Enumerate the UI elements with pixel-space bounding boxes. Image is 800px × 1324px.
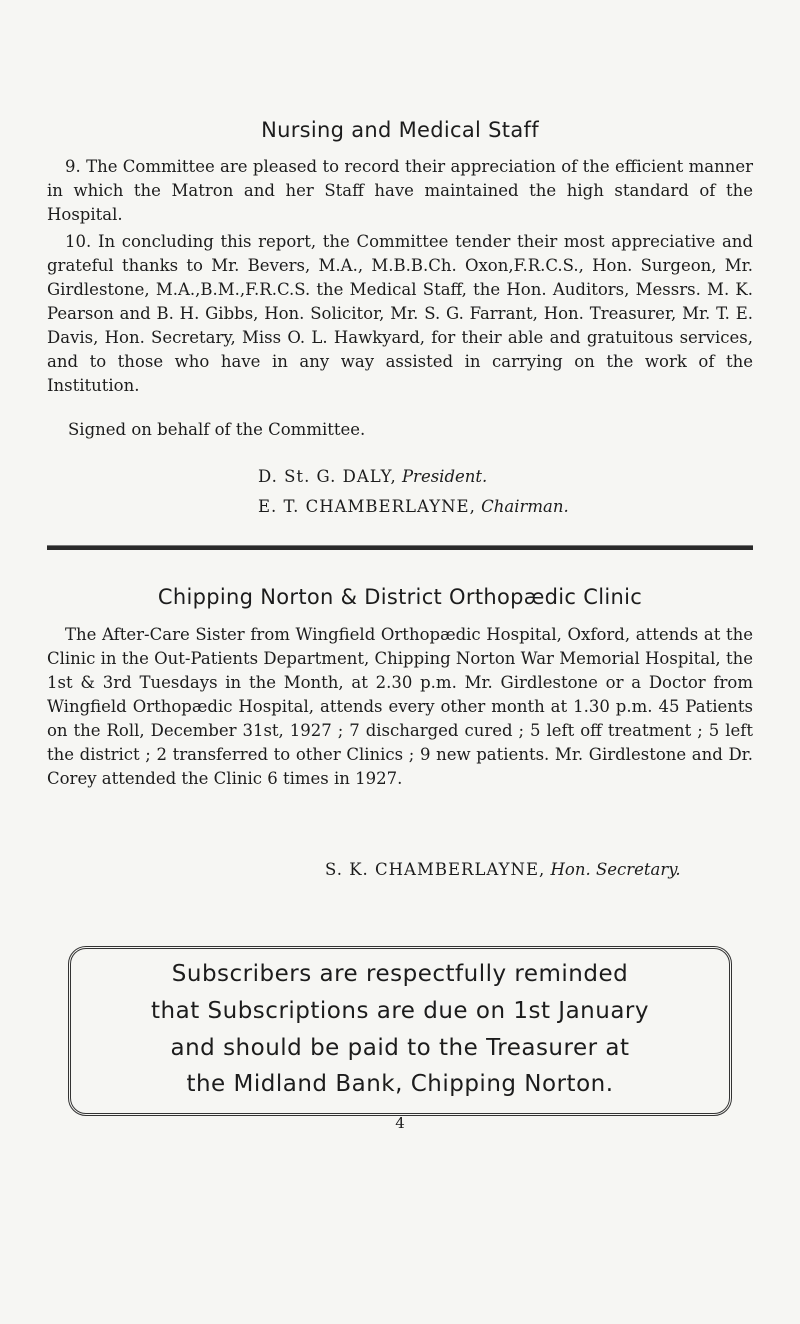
signatory-title: Chairman. bbox=[481, 497, 569, 516]
section-title-clinic: Chipping Norton & District Orthopædic Clinic bbox=[157, 585, 643, 609]
signature-hon-secretary bbox=[325, 860, 681, 879]
paragraph-9: 9. The Committee are pleased to record their appreciation of the efficient manner in which the Matron and her Staff have maintained the high standard of the Hospital. bbox=[47, 157, 753, 224]
section-divider bbox=[47, 545, 753, 550]
signatory-title: President. bbox=[401, 467, 488, 486]
signatory-name: E. T. CHAMBERLAYNE, bbox=[258, 497, 476, 516]
signed-on-behalf: Signed on behalf of the Committee. bbox=[68, 420, 366, 439]
signatory-title: Hon. Secretary. bbox=[550, 860, 681, 879]
notice-line: and should be paid to the Treasurer at bbox=[170, 1035, 630, 1061]
paragraph-10: 10. In concluding this report, the Committee tender their most appreciative and grateful thanks to Mr. Bevers, M.A., M.B.B.Ch. Oxon,F.R.C.S., Hon. Surgeon, Mr. Girdlestone, M.A.,B.M.,F.R.C.S. the Medical Staff, the Hon. Auditors, Messrs. M. K. Pearson and B. H. Gibbs, Hon. Solicitor, Mr. S. G. Farrant, Hon. Treasurer, Mr. T. E. Davis, Hon. Secretary, Miss O. L. Hawkyard, for their able and gratuitous services, and to those who have in any way assisted in carrying on the work of the Institution. bbox=[47, 232, 753, 395]
clinic-paragraph: The After-Care Sister from Wingfield Orthopædic Hospital, Oxford, attends at the Clinic in the Out-Patients Department, Chipping Norton War Memorial Hospital, the 1st & 3rd Tuesdays in the Month, at 2.30 p.m. Mr. Girdlestone or a Doctor from Wingfield Orthopædic Hospital, attends every other month at 1.30 p.m. 45 Patients on the Roll, December 31st, 1927 ; 7 discharged cured ; 5 left off treatment ; 5 left the district ; 2 transferred to other Clinics ; 9 new patients. Mr. Girdlestone and Dr. Corey attended the Clinic 6 times in 1927. bbox=[47, 625, 753, 788]
signature-chairman bbox=[258, 497, 569, 516]
signatory-name: D. St. G. DALY, bbox=[258, 467, 397, 486]
notice-line: that Subscriptions are due on 1st January bbox=[151, 998, 649, 1024]
signature-president bbox=[258, 467, 487, 486]
section-title-nursing: Nursing and Medical Staff bbox=[261, 118, 539, 142]
notice-line: Subscribers are respectfully reminded bbox=[171, 961, 629, 987]
subscription-notice-box bbox=[68, 946, 732, 1116]
signatory-name: S. K. CHAMBERLAYNE, bbox=[325, 860, 546, 879]
notice-line: the Midland Bank, Chipping Norton. bbox=[186, 1071, 614, 1097]
page-number: 4 bbox=[395, 1114, 405, 1132]
